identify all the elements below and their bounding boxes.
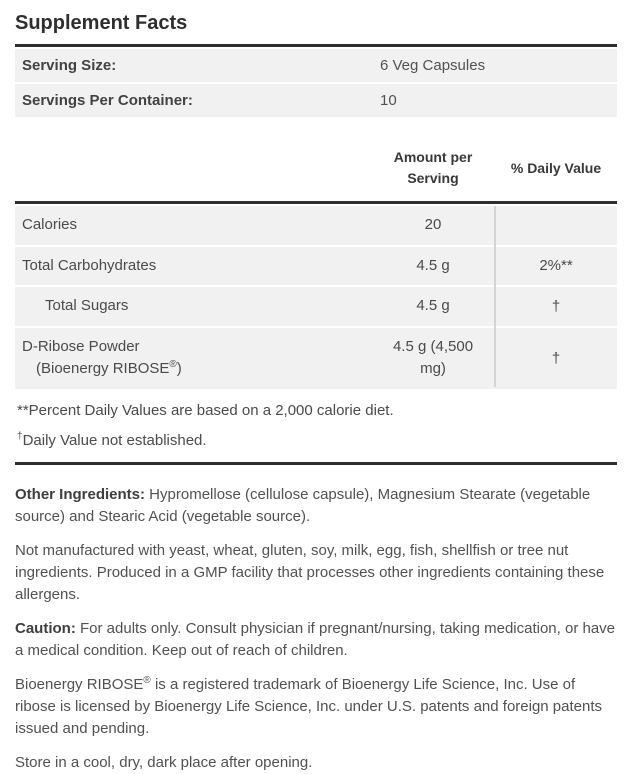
row-amount: 4.5 g bbox=[416, 256, 450, 274]
row-label-line1: D-Ribose Powder bbox=[22, 337, 140, 355]
row-daily-value: 2%** bbox=[539, 257, 573, 275]
caution-paragraph bbox=[15, 618, 617, 662]
table-row-total-sugars bbox=[15, 287, 617, 326]
servings-per-container-row bbox=[15, 84, 617, 117]
serving-info-table bbox=[15, 49, 617, 117]
servings-per-container-label: Servings Per Container: bbox=[22, 92, 193, 109]
row-label-line2: (Bioenergy RIBOSE®) bbox=[36, 359, 182, 377]
other-ingredients-text: Hypromellose (cellulose capsule), Magnesium Stearate (vegetable source) and Stearic Acid (vegetable source). bbox=[15, 485, 591, 525]
panel-title: Supplement Facts bbox=[15, 12, 188, 34]
other-ingredients-label: Other Ingredients: bbox=[15, 485, 146, 503]
row-label: Total Carbohydrates bbox=[22, 256, 157, 274]
other-ingredients-paragraph bbox=[15, 484, 617, 528]
header-rule bbox=[15, 201, 617, 204]
footnote-percent-daily-values: **Percent Daily Values are based on a 2,000 calorie diet. bbox=[17, 401, 394, 419]
row-daily-value: † bbox=[551, 349, 561, 367]
top-rule bbox=[15, 44, 617, 47]
row-daily-value: † bbox=[551, 297, 561, 315]
serving-size-label: Serving Size: bbox=[22, 57, 117, 74]
column-header-amount: Amount per Serving bbox=[393, 149, 473, 186]
facts-table-body bbox=[15, 206, 617, 389]
row-amount: 4.5 g bbox=[416, 297, 450, 314]
bottom-rule bbox=[15, 462, 617, 465]
table-row-total-carbohydrates bbox=[15, 247, 617, 286]
row-label bbox=[15, 336, 371, 381]
column-header-daily-value: % Daily Value bbox=[510, 160, 602, 176]
table-row-calories bbox=[15, 206, 617, 245]
facts-table-header bbox=[15, 119, 617, 201]
trademark-paragraph: Bioenergy RIBOSE® is a registered trademark of Bioenergy Life Science, Inc. Use of ribose is licensed by Bioenergy Life Science, Inc. under U.S. patents and foreign patents issued and pending. bbox=[15, 674, 603, 737]
table-row-d-ribose-powder bbox=[15, 328, 617, 389]
supplement-facts-panel bbox=[0, 12, 632, 774]
caution-text: For adults only. Consult physician if pregnant/nursing, taking medication, or have a medical condition. Keep out of reach of children. bbox=[15, 619, 616, 659]
allergen-paragraph: Not manufactured with yeast, wheat, gluten, soy, milk, egg, fish, shellfish or tree nut ingredients. Produced in a GMP facility that processes other ingredients containing these allergens. bbox=[15, 541, 605, 603]
serving-size-value: 6 Veg Capsules bbox=[380, 57, 486, 74]
caution-label: Caution: bbox=[15, 619, 76, 637]
servings-per-container-value: 10 bbox=[380, 92, 397, 109]
row-amount: 20 bbox=[424, 216, 442, 233]
row-label: Calories bbox=[22, 216, 78, 233]
row-amount: 4.5 g (4,500 mg) bbox=[392, 337, 474, 377]
serving-size-row bbox=[15, 49, 617, 82]
storage-paragraph: Store in a cool, dry, dark place after opening. bbox=[15, 753, 313, 771]
footnote-daily-value-not-established: †Daily Value not established. bbox=[17, 430, 207, 449]
row-label: Total Sugars bbox=[45, 297, 129, 314]
